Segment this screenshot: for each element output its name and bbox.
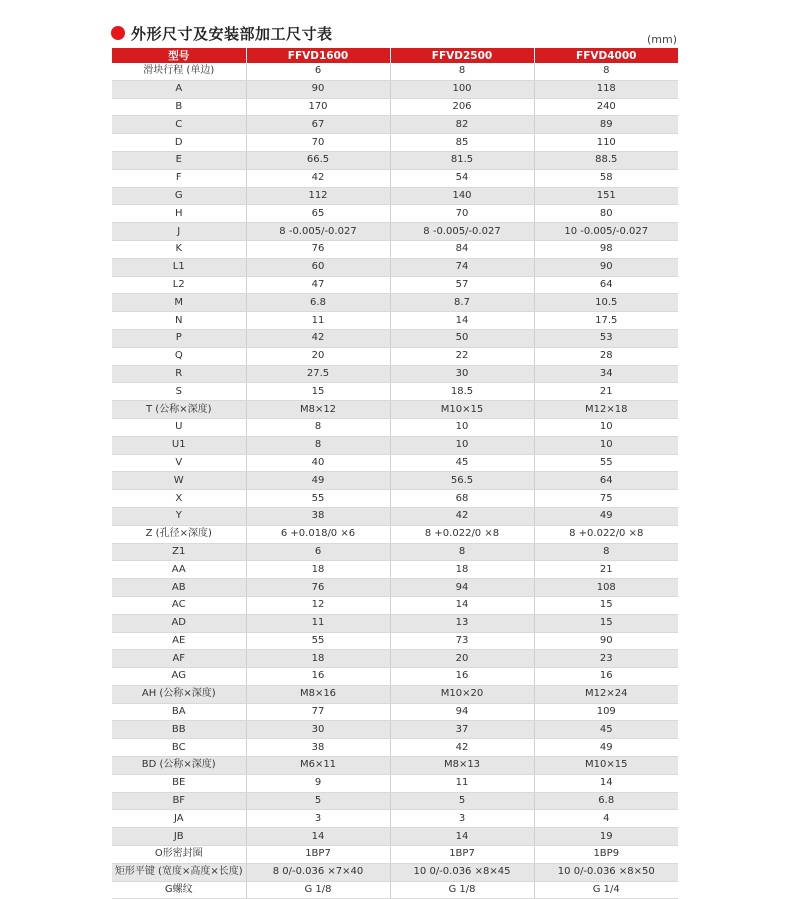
ffvd2500-cell: 82: [390, 116, 534, 134]
table-row: [112, 828, 678, 846]
header-ffvd4000: FFVD4000: [534, 48, 678, 63]
ffvd2500-cell: 42: [390, 507, 534, 525]
table-row: [112, 668, 678, 686]
ffvd4000-cell: G 1/4: [534, 881, 678, 899]
ffvd4000-cell: 53: [534, 329, 678, 347]
table-row: [112, 347, 678, 365]
ffvd1600-cell: 170: [246, 98, 390, 116]
ffvd2500-cell: 8: [390, 543, 534, 561]
ffvd2500-cell: M10×20: [390, 685, 534, 703]
ffvd1600-cell: 55: [246, 632, 390, 650]
ffvd2500-cell: 30: [390, 365, 534, 383]
ffvd4000-cell: 58: [534, 169, 678, 187]
table-row: [112, 739, 678, 757]
ffvd4000-cell: 55: [534, 454, 678, 472]
ffvd4000-cell: 90: [534, 258, 678, 276]
row-label-cell: BC: [112, 739, 246, 757]
table-row: [112, 169, 678, 187]
ffvd2500-cell: 84: [390, 240, 534, 258]
table-row: [112, 490, 678, 508]
row-label-cell: O形密封圈: [112, 846, 246, 864]
row-label-cell: JB: [112, 828, 246, 846]
ffvd2500-cell: 54: [390, 169, 534, 187]
ffvd1600-cell: 8 -0.005/-0.027: [246, 223, 390, 241]
header-model: 型号: [112, 48, 246, 63]
row-label-cell: Z (孔径×深度): [112, 525, 246, 543]
ffvd1600-cell: 65: [246, 205, 390, 223]
ffvd2500-cell: 94: [390, 703, 534, 721]
ffvd1600-cell: 12: [246, 596, 390, 614]
ffvd1600-cell: 18: [246, 561, 390, 579]
table-row: [112, 329, 678, 347]
ffvd2500-cell: G 1/8: [390, 881, 534, 899]
ffvd4000-cell: 64: [534, 472, 678, 490]
ffvd2500-cell: 45: [390, 454, 534, 472]
ffvd2500-cell: 81.5: [390, 151, 534, 169]
row-label-cell: AH (公称×深度): [112, 685, 246, 703]
ffvd1600-cell: 38: [246, 507, 390, 525]
ffvd4000-cell: 80: [534, 205, 678, 223]
ffvd1600-cell: 67: [246, 116, 390, 134]
table-row: [112, 810, 678, 828]
ffvd1600-cell: 6: [246, 63, 390, 80]
row-label-cell: M: [112, 294, 246, 312]
table-row: [112, 774, 678, 792]
ffvd1600-cell: 40: [246, 454, 390, 472]
ffvd4000-cell: 88.5: [534, 151, 678, 169]
ffvd4000-cell: M12×18: [534, 401, 678, 419]
row-label-cell: H: [112, 205, 246, 223]
row-label-cell: L2: [112, 276, 246, 294]
ffvd2500-cell: 11: [390, 774, 534, 792]
ffvd4000-cell: 240: [534, 98, 678, 116]
table-row: [112, 579, 678, 597]
ffvd4000-cell: 10: [534, 436, 678, 454]
row-label-cell: Z1: [112, 543, 246, 561]
ffvd2500-cell: 206: [390, 98, 534, 116]
table-row: [112, 436, 678, 454]
table-row: [112, 757, 678, 775]
ffvd4000-cell: 23: [534, 650, 678, 668]
ffvd1600-cell: 9: [246, 774, 390, 792]
ffvd2500-cell: 8 -0.005/-0.027: [390, 223, 534, 241]
ffvd2500-cell: 1BP7: [390, 846, 534, 864]
ffvd1600-cell: 6.8: [246, 294, 390, 312]
ffvd1600-cell: 11: [246, 614, 390, 632]
row-label-cell: Q: [112, 347, 246, 365]
ffvd1600-cell: 14: [246, 828, 390, 846]
row-label-cell: AG: [112, 668, 246, 686]
ffvd2500-cell: 8 +0.022/0 ×8: [390, 525, 534, 543]
ffvd2500-cell: 56.5: [390, 472, 534, 490]
ffvd1600-cell: 70: [246, 134, 390, 152]
row-label-cell: E: [112, 151, 246, 169]
ffvd2500-cell: M10×15: [390, 401, 534, 419]
table-row: [112, 632, 678, 650]
ffvd2500-cell: 20: [390, 650, 534, 668]
ffvd4000-cell: 10 0/-0.036 ×8×50: [534, 863, 678, 881]
row-label-cell: BB: [112, 721, 246, 739]
ffvd4000-cell: 110: [534, 134, 678, 152]
ffvd1600-cell: 55: [246, 490, 390, 508]
table-row: [112, 276, 678, 294]
ffvd4000-cell: 34: [534, 365, 678, 383]
ffvd2500-cell: 10 0/-0.036 ×8×45: [390, 863, 534, 881]
ffvd2500-cell: 10: [390, 418, 534, 436]
ffvd4000-cell: 17.5: [534, 312, 678, 330]
ffvd2500-cell: 14: [390, 828, 534, 846]
ffvd2500-cell: 16: [390, 668, 534, 686]
ffvd4000-cell: 4: [534, 810, 678, 828]
ffvd4000-cell: 19: [534, 828, 678, 846]
row-label-cell: 滑块行程 (单边): [112, 63, 246, 80]
table-row: [112, 703, 678, 721]
ffvd4000-cell: 16: [534, 668, 678, 686]
ffvd1600-cell: 15: [246, 383, 390, 401]
row-label-cell: U: [112, 418, 246, 436]
ffvd4000-cell: M10×15: [534, 757, 678, 775]
ffvd2500-cell: 8: [390, 63, 534, 80]
ffvd2500-cell: 3: [390, 810, 534, 828]
ffvd1600-cell: 18: [246, 650, 390, 668]
ffvd1600-cell: 6: [246, 543, 390, 561]
ffvd1600-cell: 1BP7: [246, 846, 390, 864]
bullet-dot-icon: [111, 26, 125, 40]
ffvd4000-cell: 8 +0.022/0 ×8: [534, 525, 678, 543]
table-row: [112, 650, 678, 668]
ffvd2500-cell: 8.7: [390, 294, 534, 312]
ffvd2500-cell: 13: [390, 614, 534, 632]
table-row: [112, 418, 678, 436]
ffvd2500-cell: 140: [390, 187, 534, 205]
row-label-cell: X: [112, 490, 246, 508]
row-label-cell: F: [112, 169, 246, 187]
ffvd4000-cell: 49: [534, 507, 678, 525]
ffvd2500-cell: 14: [390, 596, 534, 614]
ffvd1600-cell: 8 0/-0.036 ×7×40: [246, 863, 390, 881]
ffvd1600-cell: 112: [246, 187, 390, 205]
ffvd4000-cell: 14: [534, 774, 678, 792]
row-label-cell: U1: [112, 436, 246, 454]
ffvd4000-cell: 10 -0.005/-0.027: [534, 223, 678, 241]
row-label-cell: BD (公称×深度): [112, 757, 246, 775]
row-label-cell: V: [112, 454, 246, 472]
ffvd1600-cell: 30: [246, 721, 390, 739]
ffvd1600-cell: 8: [246, 418, 390, 436]
ffvd4000-cell: 28: [534, 347, 678, 365]
dimension-table: [112, 48, 678, 899]
row-label-cell: AD: [112, 614, 246, 632]
ffvd1600-cell: 76: [246, 240, 390, 258]
ffvd2500-cell: 94: [390, 579, 534, 597]
row-label-cell: 矩形平键 (宽度×高度×长度): [112, 863, 246, 881]
title-block: [111, 22, 333, 44]
table-row: [112, 614, 678, 632]
ffvd4000-cell: M12×24: [534, 685, 678, 703]
ffvd4000-cell: 89: [534, 116, 678, 134]
ffvd1600-cell: 47: [246, 276, 390, 294]
ffvd1600-cell: 11: [246, 312, 390, 330]
ffvd1600-cell: 60: [246, 258, 390, 276]
table-row: [112, 383, 678, 401]
ffvd2500-cell: M8×13: [390, 757, 534, 775]
ffvd1600-cell: M6×11: [246, 757, 390, 775]
ffvd4000-cell: 109: [534, 703, 678, 721]
table-row: [112, 312, 678, 330]
ffvd1600-cell: M8×12: [246, 401, 390, 419]
ffvd1600-cell: 42: [246, 329, 390, 347]
table-header-row: [112, 48, 678, 63]
ffvd2500-cell: 100: [390, 80, 534, 98]
ffvd4000-cell: 98: [534, 240, 678, 258]
header-ffvd2500: FFVD2500: [390, 48, 534, 63]
ffvd4000-cell: 1BP9: [534, 846, 678, 864]
row-label-cell: AB: [112, 579, 246, 597]
table-row: [112, 863, 678, 881]
row-label-cell: AF: [112, 650, 246, 668]
ffvd2500-cell: 74: [390, 258, 534, 276]
row-label-cell: D: [112, 134, 246, 152]
ffvd2500-cell: 68: [390, 490, 534, 508]
table-row: [112, 134, 678, 152]
row-label-cell: BA: [112, 703, 246, 721]
table-row: [112, 507, 678, 525]
ffvd1600-cell: 27.5: [246, 365, 390, 383]
table-row: [112, 543, 678, 561]
row-label-cell: P: [112, 329, 246, 347]
header-ffvd1600: FFVD1600: [246, 48, 390, 63]
table-row: [112, 187, 678, 205]
table-row: [112, 561, 678, 579]
ffvd1600-cell: 16: [246, 668, 390, 686]
ffvd1600-cell: 8: [246, 436, 390, 454]
ffvd2500-cell: 42: [390, 739, 534, 757]
row-label-cell: AE: [112, 632, 246, 650]
table-row: [112, 223, 678, 241]
ffvd4000-cell: 8: [534, 63, 678, 80]
ffvd4000-cell: 64: [534, 276, 678, 294]
ffvd1600-cell: 42: [246, 169, 390, 187]
ffvd2500-cell: 10: [390, 436, 534, 454]
ffvd4000-cell: 21: [534, 561, 678, 579]
ffvd1600-cell: 3: [246, 810, 390, 828]
table-body: [112, 63, 678, 899]
ffvd2500-cell: 57: [390, 276, 534, 294]
ffvd1600-cell: M8×16: [246, 685, 390, 703]
ffvd1600-cell: 38: [246, 739, 390, 757]
row-label-cell: T (公称×深度): [112, 401, 246, 419]
row-label-cell: C: [112, 116, 246, 134]
row-label-cell: AC: [112, 596, 246, 614]
table-row: [112, 294, 678, 312]
ffvd1600-cell: 90: [246, 80, 390, 98]
table-row: [112, 80, 678, 98]
page-title: 外形尺寸及安装部加工尺寸表: [131, 24, 333, 43]
ffvd4000-cell: 21: [534, 383, 678, 401]
row-label-cell: BF: [112, 792, 246, 810]
ffvd4000-cell: 118: [534, 80, 678, 98]
ffvd1600-cell: 6 +0.018/0 ×6: [246, 525, 390, 543]
ffvd1600-cell: 20: [246, 347, 390, 365]
table-row: [112, 792, 678, 810]
ffvd4000-cell: 151: [534, 187, 678, 205]
row-label-cell: W: [112, 472, 246, 490]
ffvd2500-cell: 70: [390, 205, 534, 223]
ffvd4000-cell: 10: [534, 418, 678, 436]
ffvd2500-cell: 50: [390, 329, 534, 347]
row-label-cell: BE: [112, 774, 246, 792]
ffvd4000-cell: 75: [534, 490, 678, 508]
row-label-cell: S: [112, 383, 246, 401]
table-row: [112, 454, 678, 472]
ffvd1600-cell: 77: [246, 703, 390, 721]
ffvd2500-cell: 73: [390, 632, 534, 650]
ffvd1600-cell: G 1/8: [246, 881, 390, 899]
table-row: [112, 596, 678, 614]
ffvd2500-cell: 14: [390, 312, 534, 330]
table-row: [112, 401, 678, 419]
row-label-cell: R: [112, 365, 246, 383]
row-label-cell: N: [112, 312, 246, 330]
row-label-cell: L1: [112, 258, 246, 276]
ffvd2500-cell: 5: [390, 792, 534, 810]
row-label-cell: G螺纹: [112, 881, 246, 899]
ffvd4000-cell: 10.5: [534, 294, 678, 312]
ffvd4000-cell: 90: [534, 632, 678, 650]
ffvd2500-cell: 37: [390, 721, 534, 739]
ffvd1600-cell: 76: [246, 579, 390, 597]
row-label-cell: JA: [112, 810, 246, 828]
ffvd4000-cell: 108: [534, 579, 678, 597]
row-label-cell: B: [112, 98, 246, 116]
table-row: [112, 240, 678, 258]
ffvd4000-cell: 15: [534, 614, 678, 632]
table-row: [112, 116, 678, 134]
row-label-cell: J: [112, 223, 246, 241]
row-label-cell: G: [112, 187, 246, 205]
unit-label: (mm): [646, 33, 677, 46]
ffvd2500-cell: 18.5: [390, 383, 534, 401]
table-row: [112, 63, 678, 80]
table-row: [112, 685, 678, 703]
ffvd1600-cell: 5: [246, 792, 390, 810]
ffvd4000-cell: 8: [534, 543, 678, 561]
row-label-cell: Y: [112, 507, 246, 525]
table-row: [112, 205, 678, 223]
ffvd2500-cell: 22: [390, 347, 534, 365]
table-row: [112, 98, 678, 116]
ffvd2500-cell: 85: [390, 134, 534, 152]
table-row: [112, 151, 678, 169]
row-label-cell: A: [112, 80, 246, 98]
ffvd1600-cell: 49: [246, 472, 390, 490]
table-row: [112, 258, 678, 276]
table-row: [112, 472, 678, 490]
ffvd4000-cell: 15: [534, 596, 678, 614]
ffvd4000-cell: 45: [534, 721, 678, 739]
ffvd4000-cell: 6.8: [534, 792, 678, 810]
table-row: [112, 721, 678, 739]
table-row: [112, 846, 678, 864]
table-row: [112, 365, 678, 383]
table-row: [112, 525, 678, 543]
row-label-cell: K: [112, 240, 246, 258]
row-label-cell: AA: [112, 561, 246, 579]
ffvd4000-cell: 49: [534, 739, 678, 757]
ffvd2500-cell: 18: [390, 561, 534, 579]
ffvd1600-cell: 66.5: [246, 151, 390, 169]
